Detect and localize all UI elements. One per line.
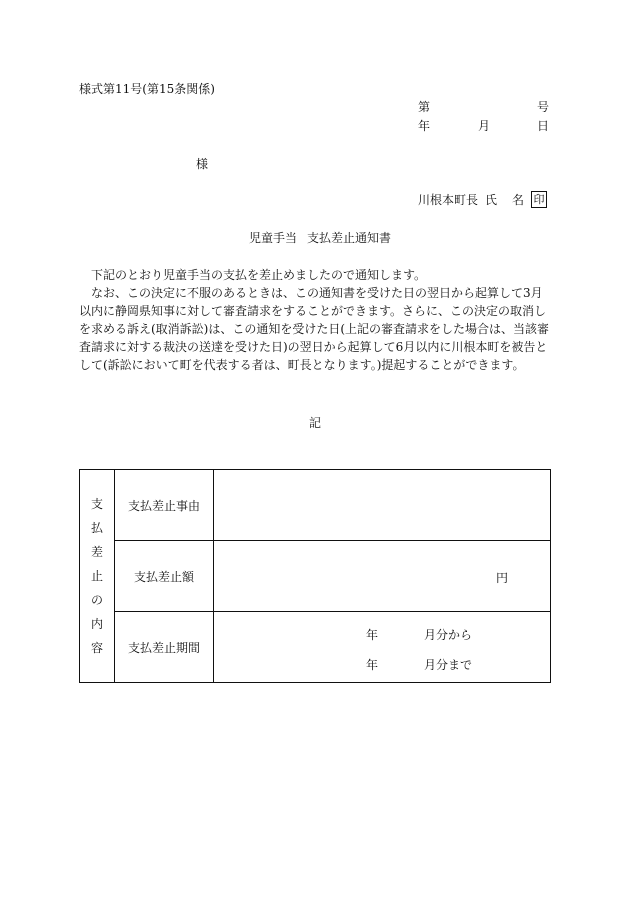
section-label-char: の [90, 593, 103, 607]
reason-value-field[interactable] [214, 470, 551, 541]
date-month-label: 月 [478, 119, 491, 133]
section-label-char: 差 [90, 545, 103, 559]
notice-paragraph-2: なお、この決定に不服のあるときは、この通知書を受けた日の翌日から起算して3月以内に静岡県知事に対して審査請求をすることができます。さらに、この決定の取消しを求める訴え(取消訴訟)は、この通知を受けた日(上記の審査請求をした場合は、当該審査請求に対する裁決の送達を受けた日)の翌日から起算して6月以内に川根本町を被告として(訴訟において町を代表する者は、町長となります。)提起することができます。 [79, 286, 550, 372]
amount-value-field[interactable] [214, 541, 551, 612]
period-from-suffix: 月分から [424, 628, 473, 642]
section-label-char: 容 [90, 641, 103, 655]
form-number: 様式第11号(第15条関係) [79, 82, 215, 96]
issuer-name-shi: 氏 [485, 193, 498, 207]
document-number-suffix: 号 [537, 100, 550, 114]
period-to-year: 年 [366, 658, 379, 672]
document-title [0, 231, 630, 245]
seal-mark: 印 [531, 191, 547, 208]
date-day-label: 日 [537, 119, 550, 133]
section-label-vertical [80, 470, 115, 683]
addressee-honorific: 様 [196, 157, 209, 171]
section-label-char: 払 [90, 521, 103, 535]
notice-body [79, 266, 553, 374]
document-number-prefix: 第 [418, 100, 431, 114]
document-title-part1: 児童手当 [248, 231, 297, 245]
yen-unit: 円 [495, 571, 508, 585]
period-from-row [366, 626, 472, 643]
period-to-row [366, 656, 472, 673]
period-to-suffix: 月分まで [424, 658, 473, 672]
section-label-char: 内 [90, 617, 103, 631]
period-value-field[interactable] [214, 612, 551, 683]
ki-heading: 記 [308, 416, 321, 430]
date-year-label: 年 [418, 119, 431, 133]
notice-paragraph-1: 下記のとおり児童手当の支払を差止めましたので通知します。 [91, 268, 427, 282]
period-label: 支払差止期間 [115, 612, 214, 683]
section-label-char: 止 [90, 569, 103, 583]
issuer-name-mei: 名 [512, 193, 525, 207]
document-title-part2: 支払差止通知書 [307, 231, 392, 245]
issuer-title: 川根本町長 [418, 193, 479, 207]
details-table [79, 469, 551, 683]
section-label-char: 支 [90, 497, 103, 511]
amount-label: 支払差止額 [115, 541, 214, 612]
reason-label: 支払差止事由 [115, 470, 214, 541]
period-from-year: 年 [366, 628, 379, 642]
